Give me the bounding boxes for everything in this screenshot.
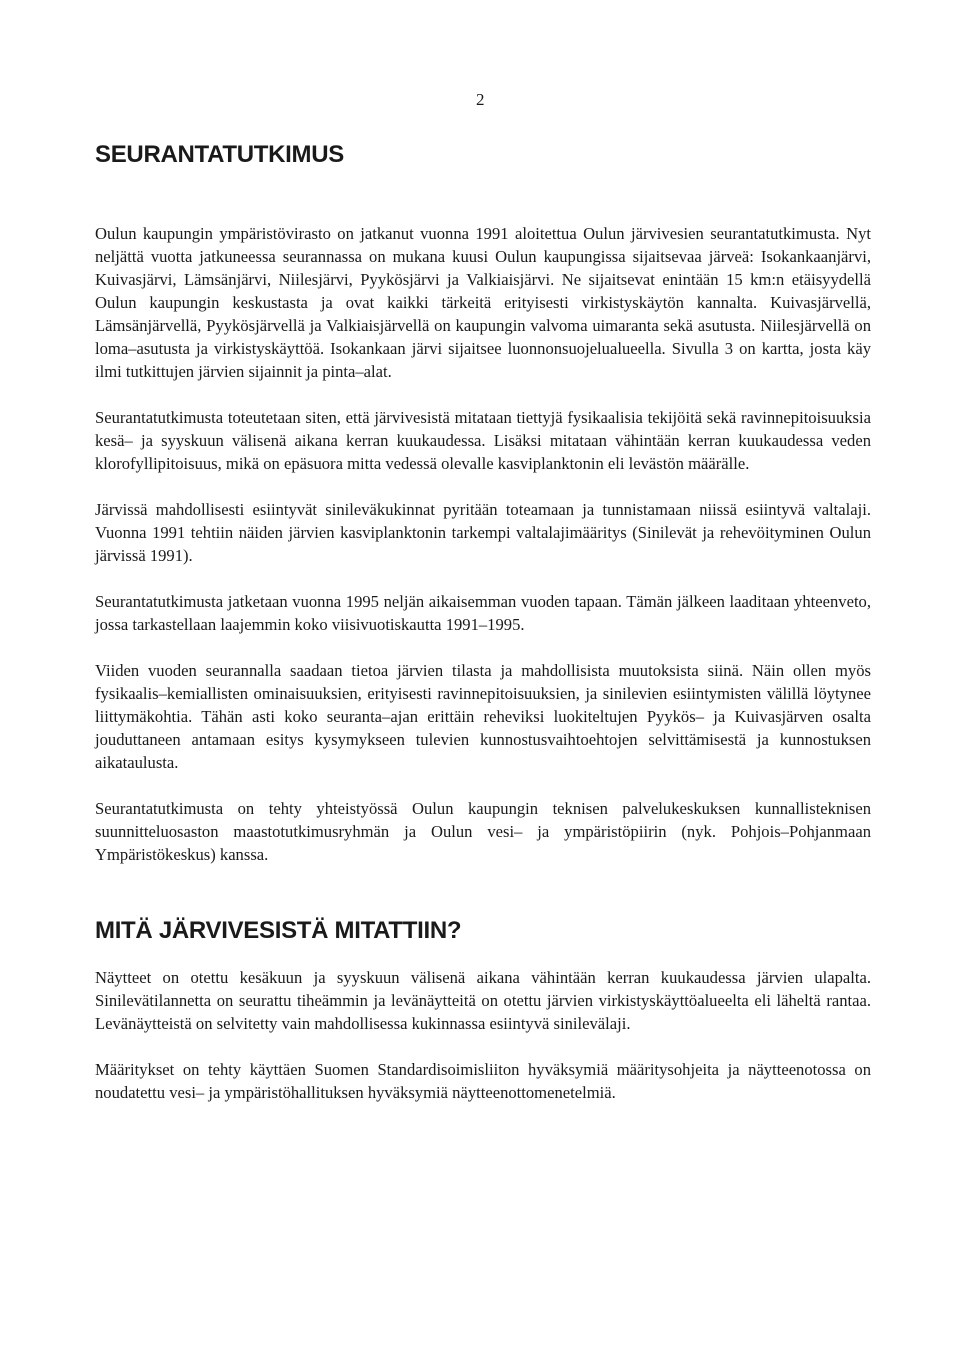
paragraph: Seurantatutkimusta jatketaan vuonna 1995 neljän aikaisemman vuoden tapaan. Tämän jälkeen laaditaan yhteenveto, jossa tarkastellaan laajemmin koko viisivuotiskautta 1991–1995. [95, 592, 871, 634]
paragraph: Näytteet on otettu kesäkuun ja syyskuun välisenä aikana vähintään kerran kuukaudessa järvien ulapalta. Sinilevätilannetta on seurattu tiheämmin ja levänäytteitä on otettu järvien virkistyskäyttöalueelta eli läheltä rantaa. Levänäytteistä on selvitetty vain mahdollisessa kukinnassa esiintyvä sinilevälaji. [95, 968, 871, 1033]
page-content [95, 140, 871, 1127]
section-heading: SEURANTATUTKIMUS [95, 141, 344, 168]
paragraph: Seurantatutkimusta toteutetaan siten, että järvivesistä mitataan tiettyjä fysikaalisia tekijöitä sekä ravinnepitoisuuksia kesä– ja syyskuun välisenä aikana kerran kuukaudessa. Lisäksi mitataan vähintään kerran kuukaudessa veden klorofyllipitoisuus, mikä on epäsuora mitta vedessä olevalle kasviplanktonin eli levästön määrälle. [95, 408, 871, 473]
paragraph: Seurantatutkimusta on tehty yhteistyössä Oulun kaupungin teknisen palvelukeskuksen kunnallisteknisen suunnitteluosaston maastotutkimusryhmän ja Oulun vesi– ja ympäristöpiirin (nyk. Pohjois–Pohjanmaan Ympäristökeskus) kanssa. [95, 799, 871, 864]
section-heading: MITÄ JÄRVIVESISTÄ MITATTIIN? [95, 917, 462, 944]
page-number: 2 [476, 90, 485, 109]
paragraph: Järvissä mahdollisesti esiintyvät sinileväkukinnat pyritään toteamaan ja tunnistamaan niissä esiintyvä valtalaji. Vuonna 1991 tehtiin näiden järvien kasviplanktonin tarkempi valtalajimääritys (Sinilevät ja rehevöityminen Oulun järvissä 1991). [95, 500, 871, 565]
section-seurantatutkimus [95, 140, 871, 866]
paragraph: Oulun kaupungin ympäristövirasto on jatkanut vuonna 1991 aloitettua Oulun järvivesien seurantatutkimusta. Nyt neljättä vuotta jatkuneessa seurannassa on mukana kuusi Oulun kaupungissa sijaitsevaa järveä: Isokankaanjärvi, Kuivasjärvi, Lämsänjärvi, Niilesjärvi, Pyykösjärvi ja Valkiaisjärvi. Ne sijaitsevat enintään 15 km:n etäisyydellä Oulun kaupungin keskustasta ja ovat kaikki tärkeitä erityisesti virkistyskäytön kannalta. Kuivasjärvellä, Lämsänjärvellä, Pyykösjärvellä ja Valkiaisjärvellä on kaupungin valvoma uimaranta sekä asutusta. Niilesjärvellä on loma–asutusta ja virkistyskäyttöä. Isokankaan järvi sijaitsee luonnonsuojelualueella. Sivulla 3 on kartta, josta käy ilmi tutkittujen järvien sijainnit ja pinta–alat. [95, 224, 871, 381]
section-mita-jarvivesista-mitattiin [95, 916, 871, 1104]
paragraph: Viiden vuoden seurannalla saadaan tietoa järvien tilasta ja mahdollisista muutoksista siinä. Näin ollen myös fysikaalis–kemiallisten ominaisuuksien, erityisesti ravinnepitoisuuksien, ja sinilevien esiintymisten välillä löytynee liittymäkohtia. Tähän asti koko seuranta–ajan erittäin reheviksi luokiteltujen Pyykös– ja Kuivasjärven osalta jouduttaneen antamaan esitys kysymykseen tulevien kunnostusvaihtoehtojen selvittämisestä ja kunnostuksen aikataulusta. [95, 661, 871, 772]
paragraph: Määritykset on tehty käyttäen Suomen Standardisoimisliiton hyväksymiä määritysohjeita ja näytteenotossa on noudatettu vesi– ja ympäristöhallituksen hyväksymiä näytteenottomenetelmiä. [95, 1060, 871, 1102]
